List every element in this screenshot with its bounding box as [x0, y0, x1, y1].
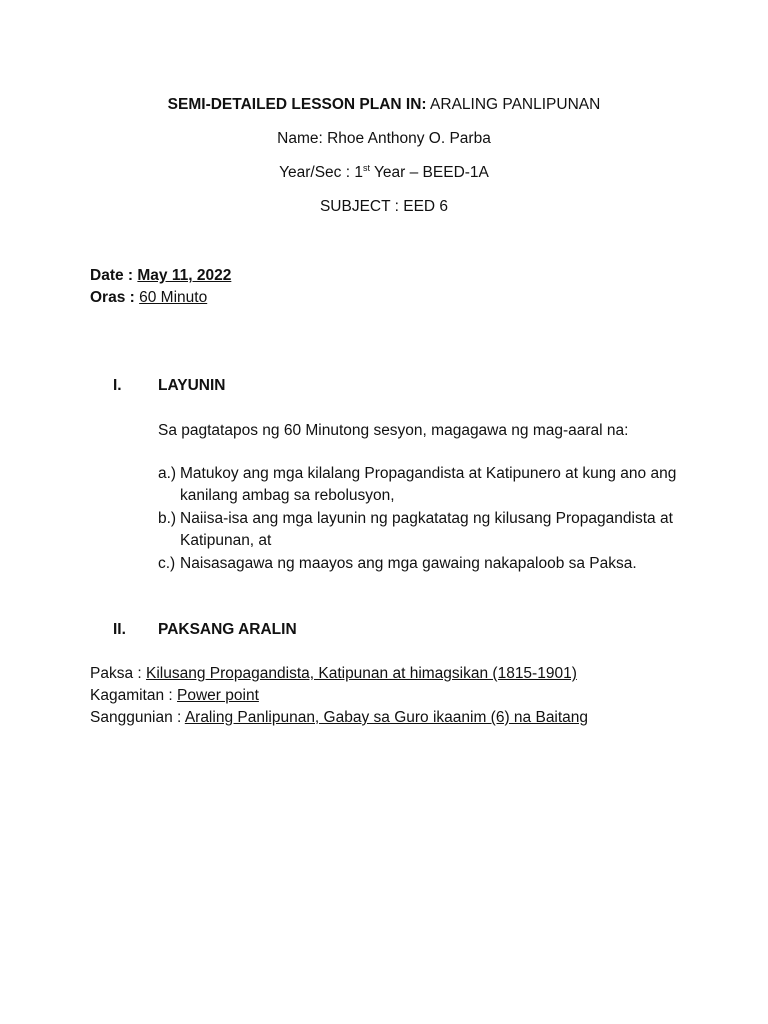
paksa-label: Paksa :: [90, 665, 142, 682]
oras-value: 60 Minuto: [139, 289, 208, 306]
sanggunian-line: [90, 708, 588, 728]
oras-label: Oras :: [90, 289, 135, 306]
author-name: Name: Rhoe Anthony O. Parba: [277, 130, 491, 147]
list-marker: b.): [158, 510, 177, 527]
section-1-numeral: I.: [113, 377, 122, 394]
objective-text: Naiisa-isa ang mga layunin ng pagkatatag ng kilusang Propagandista at Katipunan, at: [180, 510, 673, 549]
section-2-title: PAKSANG ARALIN: [158, 621, 297, 638]
date-line: [90, 266, 231, 286]
section-2-numeral: II.: [113, 621, 126, 638]
kagamitan-label: Kagamitan :: [90, 687, 173, 704]
sanggunian-label: Sanggunian :: [90, 709, 182, 726]
objectives-intro: Sa pagtatapos ng 60 Minutong sesyon, magagawa ng mag-aaral na:: [158, 422, 629, 439]
date-value: May 11, 2022: [137, 267, 232, 284]
kagamitan-line: [90, 686, 259, 706]
document-title: [0, 95, 768, 115]
objective-item: [158, 463, 678, 507]
subject-line: SUBJECT : EED 6: [319, 198, 449, 215]
title-subject-area: ARALING PANLIPUNAN: [426, 96, 601, 113]
objective-text: Matukoy ang mga kilalang Propagandista at Katipunero at kung ano ang kanilang ambag sa rebolusyon,: [180, 465, 677, 504]
section-1-title: LAYUNIN: [158, 377, 226, 394]
objective-item: [158, 553, 678, 575]
objective-item: [158, 508, 678, 552]
year-section: Year/Sec : 1st Year – BEED-1A: [279, 162, 489, 181]
list-marker: a.): [158, 465, 177, 482]
oras-line: [90, 288, 207, 308]
title-bold: SEMI-DETAILED LESSON PLAN IN:: [167, 96, 427, 113]
date-label: Date :: [90, 267, 134, 284]
list-marker: c.): [158, 555, 176, 572]
kagamitan-value: Power point: [177, 687, 259, 704]
objective-text: Naisasagawa ng maayos ang mga gawaing nakapaloob sa Paksa.: [180, 555, 637, 572]
sanggunian-value: Araling Panlipunan, Gabay sa Guro ikaanim (6) na Baitang: [184, 709, 589, 726]
paksa-value: Kilusang Propagandista, Katipunan at himagsikan (1815-1901): [146, 665, 577, 682]
paksa-line: [90, 664, 577, 684]
